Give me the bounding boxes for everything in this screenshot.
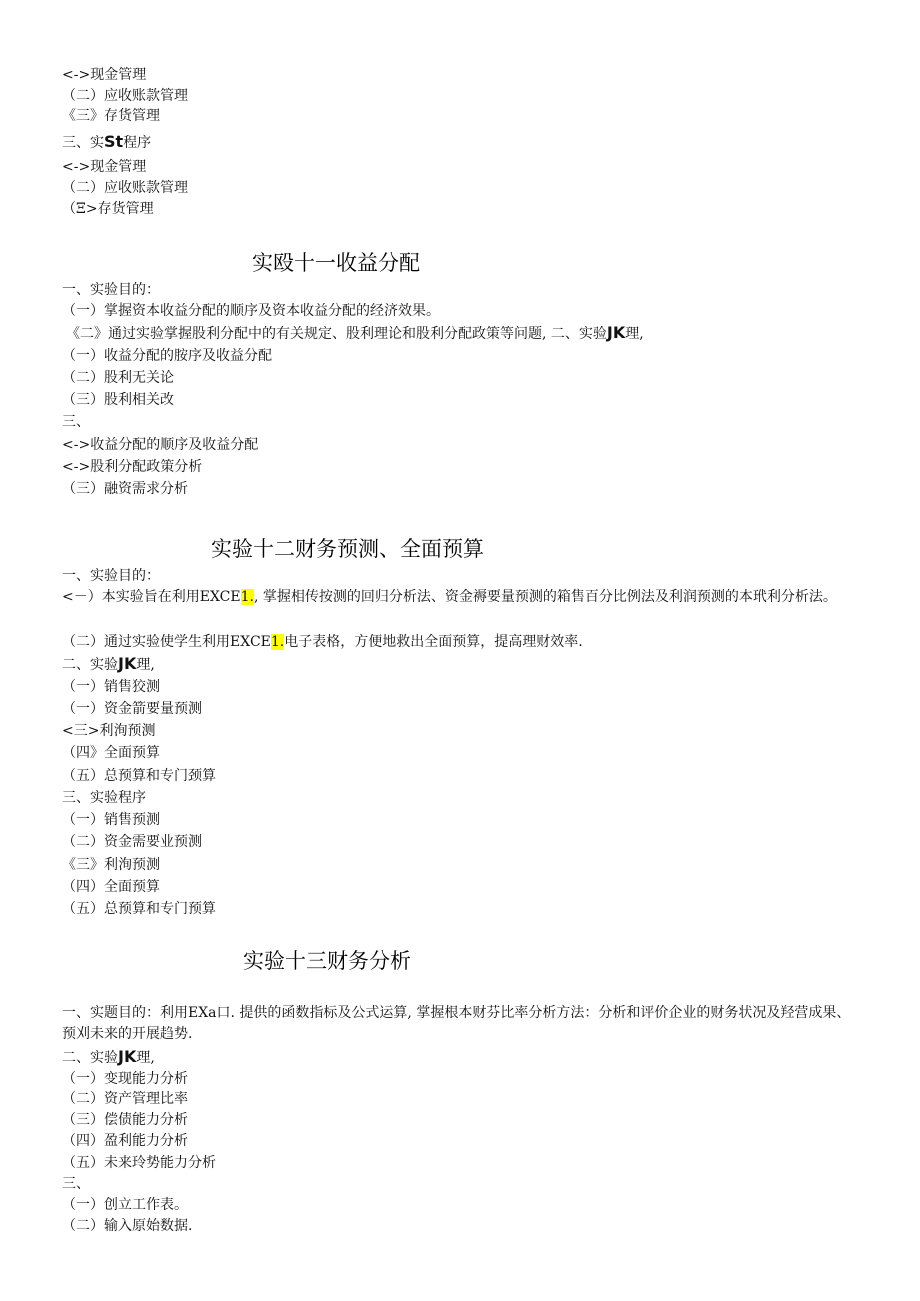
text-line: （四）全面预算: [62, 879, 160, 895]
text-fragment: 程序: [123, 135, 152, 151]
text-line: （二）股利无关论: [62, 370, 174, 386]
text-line: [62, 655, 155, 674]
text-line: （一）资金箭要量预测: [62, 701, 202, 717]
text-line: 三、: [62, 414, 90, 430]
text-line: （二）资产管理比率: [62, 1091, 188, 1107]
text-fragment: 三、实: [62, 135, 104, 151]
text-line: （三）偿债能力分析: [62, 1112, 188, 1128]
text-line: 一、实验目的：: [62, 568, 160, 584]
text-line: 三、实验程序: [62, 790, 146, 806]
text-line: 三、: [62, 1176, 90, 1192]
text-line: （一）掌握资本收益分配的顺序及资本收益分配的经济效果。: [62, 303, 440, 319]
text-paragraph: 一、实题目的：利用EXa口. 提供的函数指标及公式运算, 掌握根本财芬比率分析方法：分析和评价企业的财务状况及羟营成果、预刈未来的开展趋势.: [62, 1005, 851, 1042]
text-line: （一）销售狡测: [62, 679, 160, 695]
text-line: 一、实验目的：: [62, 282, 160, 298]
text-fragment: <－）本实验旨在利用EXCE: [62, 589, 241, 605]
text-line: 《三》存货管理: [62, 108, 160, 124]
text-line: [66, 324, 644, 343]
text-fragment: 电子表格，方便地救出全面预算，提高理财效率.: [284, 634, 583, 650]
text-line: （四）盈利能力分析: [62, 1133, 188, 1149]
text-fragment: 理,: [625, 326, 644, 342]
text-line: （五）总预算和专门预算: [62, 901, 216, 917]
text-line: （一）销售预测: [62, 812, 160, 828]
text-line: （四》全面预算: [62, 745, 160, 761]
text-line: （二）应收账款管理: [62, 88, 188, 104]
text-line: <->现金管理: [62, 159, 147, 175]
text-line: （二）输入原始数据.: [62, 1218, 193, 1234]
highlighted-text: 1.: [240, 589, 254, 605]
text-fragment: 二、实验: [62, 657, 118, 673]
text-fragment: 理,: [136, 657, 155, 673]
text-line: <->收益分配的顺序及收益分配: [62, 437, 259, 453]
text-line: <三>利洵预测: [62, 723, 156, 739]
text-line: [62, 133, 151, 152]
text-line: （一）变现能力分析: [62, 1071, 188, 1087]
section-title: 实验十二财务预测、全面预算: [211, 537, 484, 561]
text-line: [62, 1048, 155, 1067]
text-line: （二）资金需要业预测: [62, 834, 202, 850]
text-line: <->股利分配政策分析: [62, 459, 203, 475]
text-line: （五）总预算和专门颈算: [62, 768, 216, 784]
text-line: （三）融资需求分析: [62, 481, 188, 497]
text-fragment: , 掌握相传按测的回归分析法、资金褥要量预测的箱售百分比例法及利润预测的本玳利分析法。: [253, 589, 837, 605]
section-title: 实验十三财务分析: [243, 949, 411, 973]
text-line: （五）未来玲势能力分析: [62, 1155, 216, 1171]
garbled-bold-text: JK: [118, 1047, 137, 1066]
text-paragraph: [62, 587, 852, 608]
highlighted-text: 1.: [270, 634, 285, 650]
text-line: （三）股利相关改: [62, 392, 174, 408]
text-line: （一）创立工作表。: [62, 1197, 188, 1213]
text-line: <->现金管理: [62, 67, 147, 83]
text-line: （Ξ>存货管理: [62, 201, 154, 217]
text-line: 《三》利洵预测: [62, 857, 160, 873]
garbled-bold-text: JK: [118, 654, 137, 673]
section-title: 实殴十一收益分配: [252, 251, 420, 275]
text-fragment: 《二》通过实验掌握股利分配中的有关规定、股利理论和股利分配政策等问题, 二、实验: [66, 326, 607, 342]
text-line: [62, 633, 583, 651]
garbled-bold-text: JK: [606, 323, 626, 342]
text-line: （一）收益分配的胺序及收益分配: [62, 348, 272, 364]
garbled-bold-text: St: [104, 132, 124, 151]
text-fragment: （二）通过实验使学生利用EXCE: [62, 634, 271, 650]
text-line: （二）应收账款管理: [62, 180, 188, 196]
text-fragment: 二、实验: [62, 1050, 118, 1066]
text-fragment: 理,: [136, 1050, 155, 1066]
